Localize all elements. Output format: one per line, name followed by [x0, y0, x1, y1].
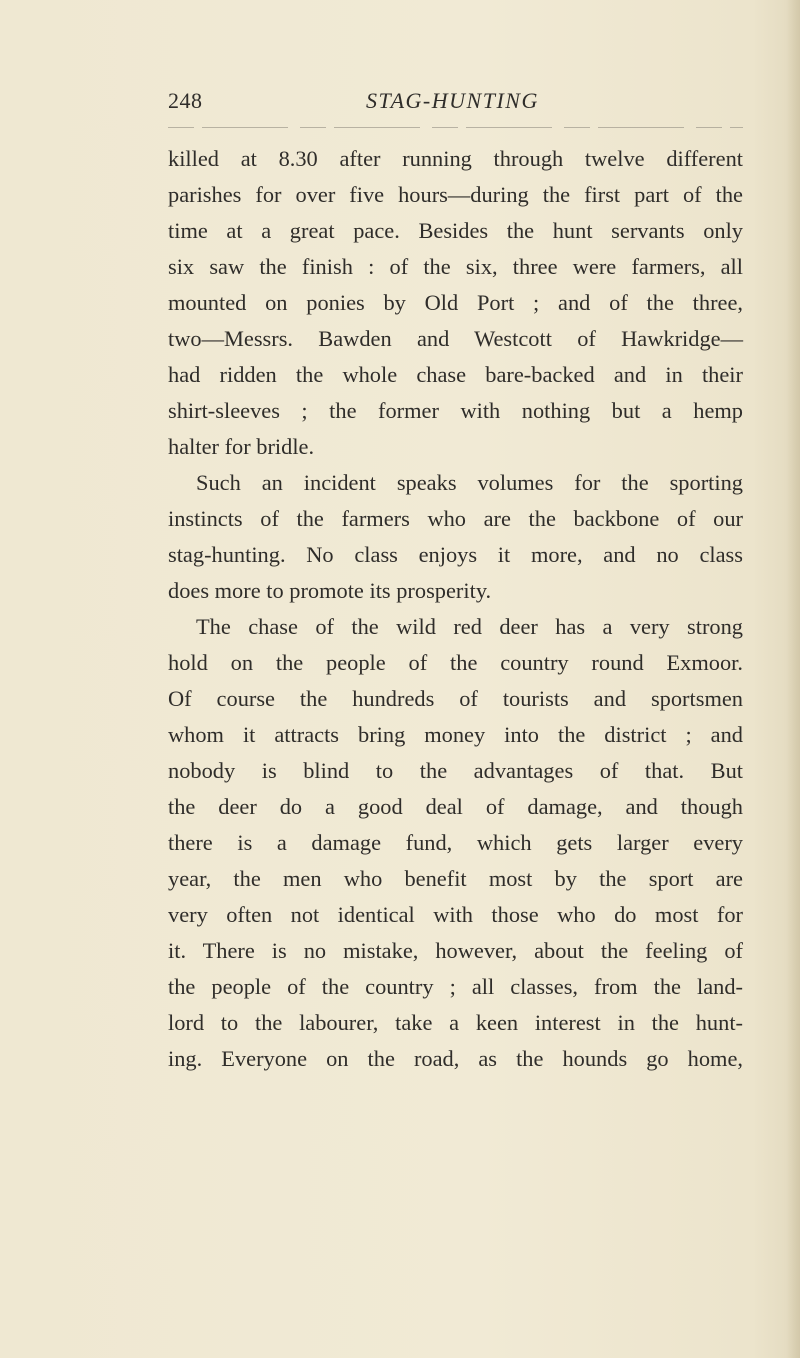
text-line: lord to the labourer, take a keen interest in the hunt- [168, 1010, 743, 1035]
text-line: instincts of the farmers who are the backbone of our [168, 506, 743, 531]
text-line: does more to promote its prosperity. [168, 578, 492, 603]
page-number: 248 [168, 88, 203, 113]
text-line: Such an incident speaks volumes for the sporting [196, 470, 743, 495]
text-line: year, the men who benefit most by the sport are [168, 866, 743, 891]
text-line: The chase of the wild red deer has a very strong [196, 614, 743, 639]
text-line: nobody is blind to the advantages of that. But [168, 758, 743, 783]
running-title: STAG-HUNTING [366, 88, 539, 113]
text-line: it. There is no mistake, however, about the feeling of [168, 938, 743, 963]
text-line: stag-hunting. No class enjoys it more, and no class [168, 542, 743, 567]
text-line: mounted on ponies by Old Port ; and of the three, [168, 290, 743, 315]
text-line: hold on the people of the country round Exmoor. [168, 650, 743, 675]
text-line: killed at 8.30 after running through twelve different [168, 146, 743, 171]
body-text [168, 141, 743, 1077]
text-line: ing. Everyone on the road, as the hounds go home, [168, 1046, 743, 1071]
text-line: whom it attracts bring money into the district ; and [168, 722, 743, 747]
text-line: time at a great pace. Besides the hunt servants only [168, 218, 743, 243]
text-line: had ridden the whole chase bare-backed and in their [168, 362, 743, 387]
text-line: two—Messrs. Bawden and Westcott of Hawkridge— [168, 326, 743, 351]
text-line: the people of the country ; all classes, from the land- [168, 974, 743, 999]
page-header [168, 88, 743, 122]
text-line: the deer do a good deal of damage, and though [168, 794, 743, 819]
text-line: halter for bridle. [168, 434, 315, 459]
text-line: very often not identical with those who do most for [168, 902, 743, 927]
text-line: Of course the hundreds of tourists and sportsmen [168, 686, 743, 711]
text-line: six saw the finish : of the six, three were farmers, all [168, 254, 743, 279]
page-edge-shadow [786, 0, 800, 1358]
text-line: shirt-sleeves ; the former with nothing but a hemp [168, 398, 743, 423]
text-line: there is a damage fund, which gets larger every [168, 830, 743, 855]
text-line: parishes for over five hours—during the first part of the [168, 182, 743, 207]
header-rule [168, 127, 743, 128]
